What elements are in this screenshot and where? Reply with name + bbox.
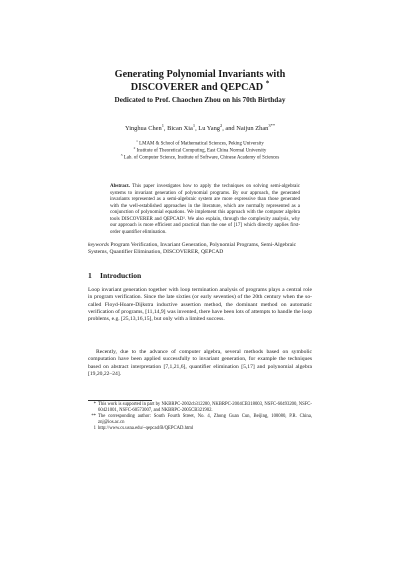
- paper-title: [88, 68, 312, 94]
- affiliation-mark: 1: [136, 139, 138, 143]
- affiliation-text: Institute of Theoretical Computing, East China Normal University: [136, 148, 267, 154]
- abstract: [110, 184, 300, 236]
- footnote-divider: [88, 400, 152, 401]
- affiliation-mark: 2: [133, 146, 136, 151]
- author: Naijun Zhan: [236, 125, 269, 132]
- title-line-2: [88, 81, 312, 94]
- dedication: Dedicated to Prof. Chaochen Zhou on his 70th Birthday: [114, 96, 286, 104]
- author-affil-mark: 2: [219, 122, 223, 128]
- body-paragraph-1: Loop invariant generation together with loop termination analysis of programs plays a central role in program verification. Since the late sixties (or early seventies) of the 20th century when the so-called Floyd-Hoare-Dijkstra inductive assertion method, the dominant method on automatic verification of programs, [11,14,9] was invented, there have been lots of attempts to handle the loop problems, e.g. [25,13,16,15], but only with a limited success.: [88, 287, 312, 323]
- footnote: [88, 426, 312, 432]
- affiliation-text: Lab. of Computer Science, Institute of Software, Chinese Academy of Sciences: [123, 155, 280, 161]
- footnote-text: The corresponding author: South Fourth Street, No. 4, Zhong Guan Cun, Beijing, 100080, P.R. China, znj@ios.ac.cn: [98, 414, 312, 425]
- title-line-2-text: DISCOVERER and QEPCAD: [130, 82, 264, 93]
- affiliation-mark: 3: [120, 153, 123, 158]
- author-affil-mark: 1: [192, 122, 196, 128]
- footnote-text: This work is supported in part by NKBRPC-2002cb312200, NKBRPC-2004CB318003, NSFC-60493200, NSFC-60421001, NSFC-60573007, and NKBRPC-2005CB321902.: [98, 402, 312, 413]
- title-footnote-mark: *: [265, 79, 270, 88]
- keywords-text: Program Verification, Invariant Generation, Polynomial Programs, Semi-Algebraic Systems, Quantifier Elimination, DISCOVERER, QEPCAD: [88, 242, 297, 256]
- section-number: 1: [88, 271, 92, 280]
- footnote-mark: *: [93, 402, 96, 407]
- footnotes: [88, 402, 312, 432]
- footnote-mark: **: [91, 414, 96, 419]
- keywords-label: keywords: [88, 242, 109, 248]
- affiliation-text: LMAM & School of Mathematical Sciences, Peking University: [139, 141, 264, 147]
- section-heading: [88, 271, 312, 280]
- author-list: Yinghua Chen$^1$, Bican Xia$^1$, Lu Yang$^2$, and Naijun Zhan$^{3**}$: [124, 122, 276, 132]
- footnote-mark: 1: [93, 426, 96, 431]
- abstract-label: Abstract.: [110, 184, 130, 189]
- footnote: [88, 402, 312, 414]
- affiliation-list: [88, 141, 312, 162]
- author: Yinghua Chen: [124, 125, 162, 132]
- affiliation: [88, 155, 312, 162]
- author-affil-mark: 3**: [268, 122, 276, 128]
- title-line-1: Generating Polynomial Invariants with: [114, 69, 286, 80]
- author: Bican Xia: [167, 125, 193, 132]
- section-title: Introduction: [100, 271, 142, 280]
- body-paragraph-2: Recently, due to the advance of computer algebra, several methods based on symbolic computation have been applied successfully to invariant generation, for example the techniques based on abstract interpretation [7,1,21,6], quantifier elimination [5,17] and polynomial algebra [19,20,22–24].: [88, 349, 312, 377]
- abstract-text: This paper investigates how to apply the techniques on solving semi-algebraic systems to invariant generation of polynomial programs. By our approach, the generated invariants represented as a semi-algebraic system are more expressive than those generated with the well-established approaches in the literature, which are normally represented as a conjunction of polynomial equations. We implement this approach with the computer algebra tools DISCOVERER and QEPCAD¹. We also explain, through the complexity analysis, why our approach is more efficient and practical than the one of [17] which directly applies first-order quantifier elimination.: [110, 184, 300, 235]
- author: Lu Yang: [198, 125, 220, 132]
- footnote: [88, 414, 312, 426]
- footnote-url: http://www.cs.usna.edu/~qepcad/B/QEPCAD.html: [98, 426, 194, 431]
- author-affil-mark: 1: [161, 122, 164, 128]
- keywords: [88, 242, 312, 257]
